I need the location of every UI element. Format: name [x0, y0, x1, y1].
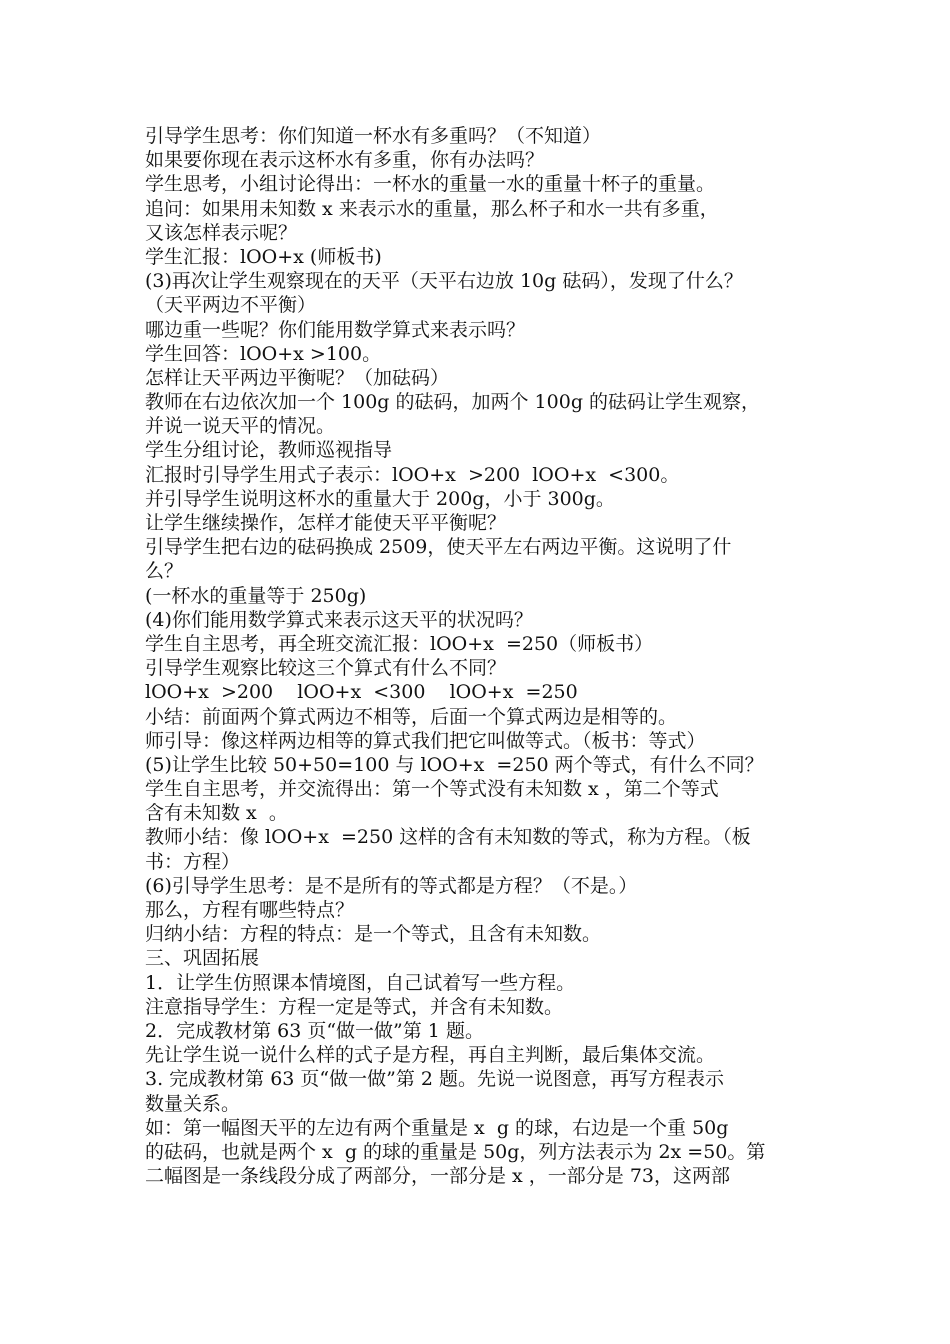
- text-line: 二幅图是一条线段分成了两部分，一部分是 x ，一部分是 73，这两部: [145, 1165, 731, 1188]
- document-page: [145, 124, 825, 1188]
- text-line: 又该怎样表示呢？: [145, 221, 298, 244]
- text-line: lOO+x >200 lOO+x <300 lOO+x =250: [145, 681, 578, 704]
- text-line: 如果要你现在表示这杯水有多重，你有办法吗？: [145, 149, 545, 172]
- text-line: 学生汇报：lOO+x (师板书): [145, 245, 382, 268]
- text-line: 让学生继续操作，怎样才能使天平平衡呢？: [145, 512, 507, 534]
- text-line: 汇报时引导学生用式子表示：lOO+x >200 lOO+x <300。: [145, 463, 680, 486]
- text-line: 书：方程）: [145, 850, 241, 873]
- text-line: 注意指导学生：方程一定是等式，并含有未知数。: [145, 995, 564, 1018]
- text-line: 追问：如果用未知数 x 来表示水的重量，那么杯子和水一共有多重，: [145, 197, 719, 220]
- text-line: 并引导学生说明这杯水的重量大于 200g，小于 300g。: [145, 487, 615, 510]
- text-line: 1．让学生仿照课本情境图，自己试着写一些方程。: [145, 971, 576, 994]
- text-line: 的砝码，也就是两个 x g 的球的重量是 50g，列方法表示为 2x =50。第: [145, 1140, 766, 1163]
- text-line: 教师在右边依次加一个 100g 的砝码，加两个 100g 的砝码让学生观察，: [145, 391, 761, 414]
- text-line: (6)引导学生思考：是不是所有的等式都是方程？（不是。）: [145, 874, 638, 897]
- text-line: (一杯水的重量等于 250g): [145, 584, 367, 607]
- text-line: 那么，方程有哪些特点？: [145, 899, 355, 921]
- text-line: 哪边重一些呢？你们能用数学算式来表示吗？: [145, 318, 526, 341]
- text-line: 教师小结：像 lOO+x =250 这样的含有未知数的等式，称为方程。（板: [145, 826, 751, 849]
- text-line: 学生自主思考，再全班交流汇报：lOO+x =250（师板书）: [145, 632, 654, 655]
- text-line: 师引导：像这样两边相等的算式我们把它叫做等式。（板书：等式）: [145, 729, 706, 752]
- text-line: 2．完成教材第 63 页“做一做”第 1 题。: [145, 1019, 484, 1042]
- text-line: 学生自主思考，并交流得出：第一个等式没有未知数 x ，第二个等式: [145, 778, 719, 801]
- text-line: 学生思考，小组讨论得出：一杯水的重量一水的重量十杯子的重量。: [145, 173, 716, 196]
- text-line: 先让学生说一说什么样的式子是方程，再自主判断，最后集体交流。: [145, 1044, 716, 1067]
- text-line: (4)你们能用数学算式来表示这天平的状况吗？: [145, 608, 533, 631]
- text-line: 引导学生思考：你们知道一杯水有多重吗？（不知道）: [145, 125, 602, 147]
- text-line: 如：第一幅图天平的左边有两个重量是 x g 的球，右边是一个重 50g: [145, 1116, 729, 1139]
- text-line: (3)再次让学生观察现在的天平（天平右边放 10g 砝码），发现了什么？: [145, 270, 743, 293]
- text-line: 引导学生观察比较这三个算式有什么不同？: [145, 657, 507, 680]
- text-line: 含有未知数 x 。: [145, 802, 288, 825]
- text-line: （天平两边不平衡）: [145, 294, 317, 317]
- text-line: 并说一说天平的情况。: [145, 415, 336, 438]
- text-line: 数量关系。: [145, 1092, 241, 1115]
- text-line: 引导学生把右边的砝码换成 2509，使天平左右两边平衡。这说明了什: [145, 536, 732, 559]
- text-line: 学生分组讨论，教师巡视指导: [145, 439, 393, 462]
- text-line: 3. 完成教材第 63 页“做一做”第 2 题。先说一说图意，再写方程表示: [145, 1068, 725, 1091]
- text-line: 小结：前面两个算式两边不相等，后面一个算式两边是相等的。: [145, 705, 678, 728]
- text-line: 学生回答：lOO+x >100。: [145, 342, 382, 365]
- text-line: (5)让学生比较 50+50=100 与 lOO+x =250 两个等式，有什么不同？: [145, 753, 764, 776]
- text-line: 么？: [145, 560, 184, 583]
- text-line: 归纳小结：方程的特点：是一个等式，且含有未知数。: [145, 923, 602, 946]
- text-line: 三、巩固拓展: [145, 947, 260, 970]
- text-line: 怎样让天平两边平衡呢？（加砝码）: [145, 366, 450, 389]
